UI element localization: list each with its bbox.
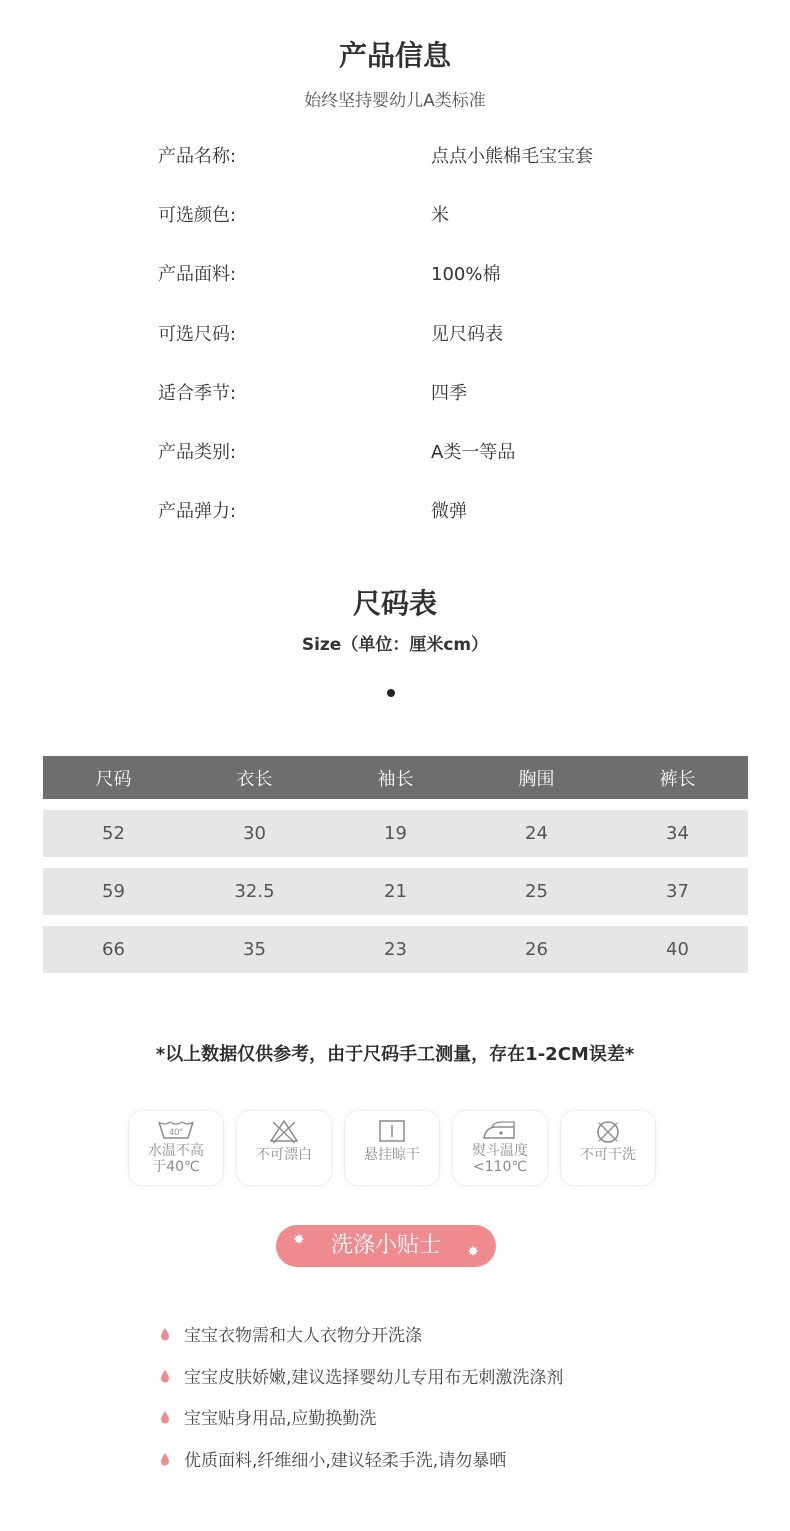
list-item (160, 1321, 563, 1363)
list-item (160, 1404, 563, 1446)
care-label-text: 不可干洗 (580, 1147, 636, 1163)
table-cell: 40 (666, 939, 689, 960)
product-info-subtitle: 始终坚持婴幼儿A类标准 (304, 91, 486, 111)
info-label: 产品弹力: (158, 501, 237, 523)
header-cell: 胸围 (518, 768, 555, 790)
table-cell: 23 (384, 939, 407, 960)
measurement-note: *以上数据仅供参考，由于尺码手工测量，存在1-2CM误差* (155, 1044, 635, 1065)
wash-tips-list (160, 1321, 563, 1487)
tip-text: 优质面料,纤维细小,建议轻柔手洗,请勿暴晒 (184, 1450, 507, 1471)
header-cell: 袖长 (377, 768, 414, 790)
table-cell: 21 (384, 881, 407, 902)
care-label-text: 熨斗温度 (472, 1143, 528, 1159)
table-row (43, 868, 748, 915)
tip-text: 宝宝贴身用品,应勤换勤洗 (184, 1409, 377, 1429)
info-value: 米 (431, 205, 449, 227)
table-cell: 66 (102, 939, 125, 960)
info-label: 可选颜色: (158, 205, 237, 227)
wash-tips-banner (276, 1225, 496, 1267)
care-labels (128, 1110, 668, 1186)
info-row (158, 320, 678, 379)
table-cell: 30 (243, 823, 266, 844)
care-label-text: 于40℃ (152, 1159, 200, 1175)
info-label: 产品类别: (158, 441, 237, 463)
no-dry-clean-icon (588, 1119, 628, 1145)
table-cell: 59 (102, 881, 125, 902)
info-label: 产品面料: (158, 264, 237, 286)
list-item (160, 1446, 563, 1488)
droplet-icon (160, 1410, 170, 1424)
table-cell: 19 (384, 823, 407, 844)
info-value: 微弹 (431, 501, 467, 523)
info-row (158, 438, 678, 497)
care-label-no-bleach (236, 1110, 332, 1186)
droplet-icon (160, 1452, 170, 1466)
table-cell: 32.5 (234, 881, 275, 902)
hang-dry-icon (372, 1119, 412, 1145)
table-cell: 24 (525, 823, 548, 844)
care-label-text: <110℃ (472, 1159, 528, 1175)
table-cell: 34 (666, 823, 689, 844)
size-chart-title: 尺码表 (352, 587, 437, 620)
info-value: 100%棉 (431, 264, 501, 286)
info-row (158, 497, 678, 556)
table-cell: 26 (525, 939, 548, 960)
info-label: 可选尺码: (158, 323, 237, 345)
care-label-iron (452, 1110, 548, 1186)
table-cell: 25 (525, 881, 548, 902)
care-label-text: 悬挂晾干 (364, 1147, 420, 1163)
product-info-list (158, 142, 678, 556)
header-cell: 裤长 (659, 768, 696, 790)
star-icon: ✸ (467, 1244, 479, 1260)
size-table (43, 756, 748, 973)
table-row (43, 810, 748, 857)
info-row (158, 379, 678, 438)
info-row (158, 201, 678, 260)
wash-temp-badge: 40° (169, 1127, 183, 1137)
tip-text: 宝宝皮肤娇嫩,建议选择婴幼儿专用布无刺激洗涤剂 (184, 1367, 564, 1388)
info-label: 产品名称: (158, 146, 237, 167)
no-bleach-icon (264, 1119, 304, 1145)
wash-tips-title: 洗涤小贴士 (330, 1233, 441, 1258)
wash-40-icon (156, 1119, 196, 1141)
info-row (158, 260, 678, 319)
care-label-text: 不可漂白 (256, 1147, 312, 1163)
list-item (160, 1363, 563, 1405)
table-cell: 52 (102, 823, 125, 844)
star-icon: ✸ (293, 1232, 305, 1248)
droplet-icon (160, 1327, 170, 1341)
care-label-wash-40 (128, 1110, 224, 1186)
decorative-dot (387, 689, 395, 697)
info-value: 四季 (431, 382, 467, 404)
info-row (158, 142, 678, 201)
table-cell: 37 (666, 881, 689, 902)
info-label: 适合季节: (158, 382, 237, 404)
table-header (43, 756, 748, 799)
table-row (43, 926, 748, 973)
product-info-title: 产品信息 (338, 39, 451, 72)
care-label-hang-dry (344, 1110, 440, 1186)
header-cell: 衣长 (236, 768, 273, 790)
care-label-text: 水温不高 (148, 1143, 204, 1159)
iron-icon (480, 1119, 520, 1141)
size-chart-subtitle: Size（单位：厘米cm） (301, 635, 489, 655)
tip-text: 宝宝衣物需和大人衣物分开洗涤 (184, 1326, 422, 1346)
info-value: A类一等品 (431, 441, 516, 463)
header-cell: 尺码 (95, 768, 132, 790)
info-value: 点点小熊棉毛宝宝套 (431, 146, 593, 167)
care-label-no-dry-clean (560, 1110, 656, 1186)
table-cell: 35 (243, 939, 266, 960)
info-value: 见尺码表 (431, 323, 503, 345)
droplet-icon (160, 1369, 170, 1383)
